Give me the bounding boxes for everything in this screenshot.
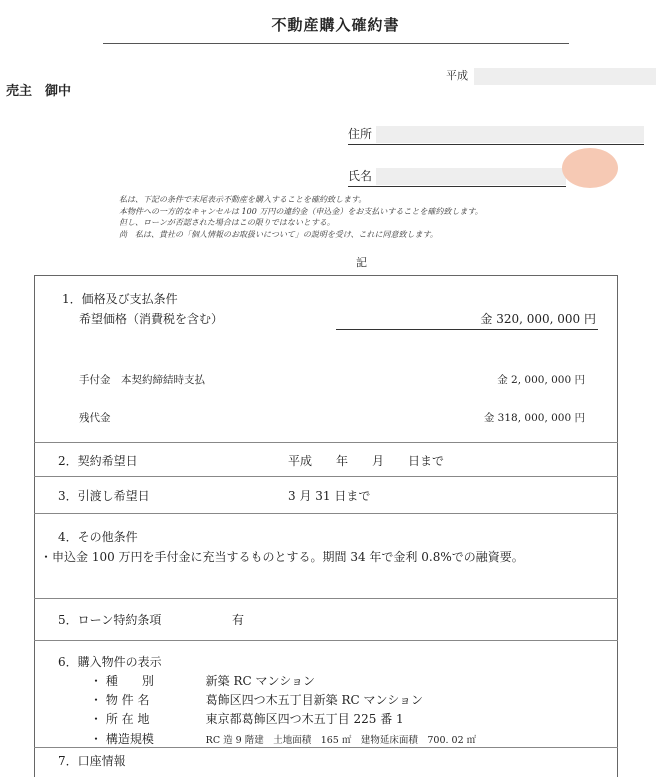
price-label: 希望価格（消費税を含む）: [79, 312, 224, 326]
property-item-value: RC 造 9 階建 土地面積 165 ㎡ 建物延床面積 700. 02 ㎡: [205, 735, 477, 746]
row-divider: [34, 513, 618, 514]
section-6-heading: 6．購入物件の表示: [58, 655, 162, 669]
property-item: [90, 691, 423, 708]
row-divider: [34, 442, 618, 443]
property-item: [90, 710, 404, 727]
seal-stamp: [562, 148, 618, 188]
price-underline: [336, 329, 598, 330]
date-redaction: [474, 68, 656, 85]
property-item-label: 種 別: [105, 674, 154, 688]
declaration-line: 尚 私は、貴社の「個人情報のお取扱いについて」の説明を受け、これに同意致します。: [119, 229, 438, 239]
declaration-text: [119, 194, 483, 240]
declaration-line: 本物件への一方的なキャンセルは 100 万円の違約金（申込金）をお支払いすることを確約致します。: [119, 206, 483, 216]
contract-date-value: 平成 年 月 日まで: [288, 454, 445, 468]
row-divider: [34, 747, 618, 748]
property-item-label: 所 在 地: [105, 712, 150, 726]
date-label: 平成: [446, 69, 468, 82]
balance-value: 金 318, 000, 000 円: [483, 412, 585, 424]
row-divider: [34, 476, 618, 477]
bullet: ・: [90, 732, 103, 746]
bullet: ・: [90, 674, 103, 688]
title-underline: [103, 43, 569, 44]
row-divider: [34, 598, 618, 599]
deposit-value: 金 2, 000, 000 円: [497, 374, 585, 386]
property-item: [90, 730, 476, 747]
address-redaction: [376, 126, 644, 143]
name-label: 氏名: [348, 169, 373, 183]
name-line: [348, 167, 566, 187]
date-field: [446, 67, 656, 85]
declaration-line: 私は、下記の条件で末尾表示不動産を購入することを確約致します。: [119, 195, 367, 204]
property-item-value: 葛飾区四つ木五丁目新築 RC マンション: [205, 693, 423, 707]
property-item-label: 構造規模: [105, 732, 154, 746]
price-value: 金 320, 000, 000 円: [480, 312, 596, 326]
section-2-heading: 2．契約希望日: [58, 454, 138, 468]
loan-clause-value: 有: [232, 613, 245, 627]
section-3-heading: 3．引渡し希望日: [58, 489, 150, 503]
address-line: [348, 125, 644, 145]
other-conditions-text: ・申込金 100 万円を手付金に充当するものとする。期間 34 年で金利 0.8%での融資要。: [40, 550, 524, 564]
bullet: ・: [90, 712, 103, 726]
row-divider: [34, 640, 618, 641]
section-5-heading: 5．ローン特約条項: [58, 613, 162, 627]
section-7-heading: 7．口座情報: [58, 754, 126, 768]
deposit-label: 手付金 本契約締結時支払: [79, 374, 205, 386]
delivery-date-value: 3 月 31 日まで: [288, 489, 371, 503]
name-redaction: [376, 168, 566, 185]
addressee: 売主 御中: [6, 84, 72, 99]
property-item-label: 物 件 名: [105, 693, 150, 707]
document-title: 不動産購入確約書: [271, 16, 400, 34]
declaration-line: 但し、ローンが否認された場合はこの限りではないとする。: [119, 218, 335, 227]
section-1-heading: 1．価格及び支払条件: [62, 292, 178, 306]
property-item-value: 新築 RC マンション: [205, 674, 315, 688]
balance-label: 残代金: [79, 412, 111, 424]
property-item: [90, 672, 315, 689]
address-label: 住所: [348, 127, 373, 141]
bullet: ・: [90, 693, 103, 707]
property-item-value: 東京都葛飾区四つ木五丁目 225 番 1: [205, 712, 404, 726]
section-4-heading: 4．その他条件: [58, 530, 138, 544]
ki-marker: 記: [356, 256, 367, 269]
